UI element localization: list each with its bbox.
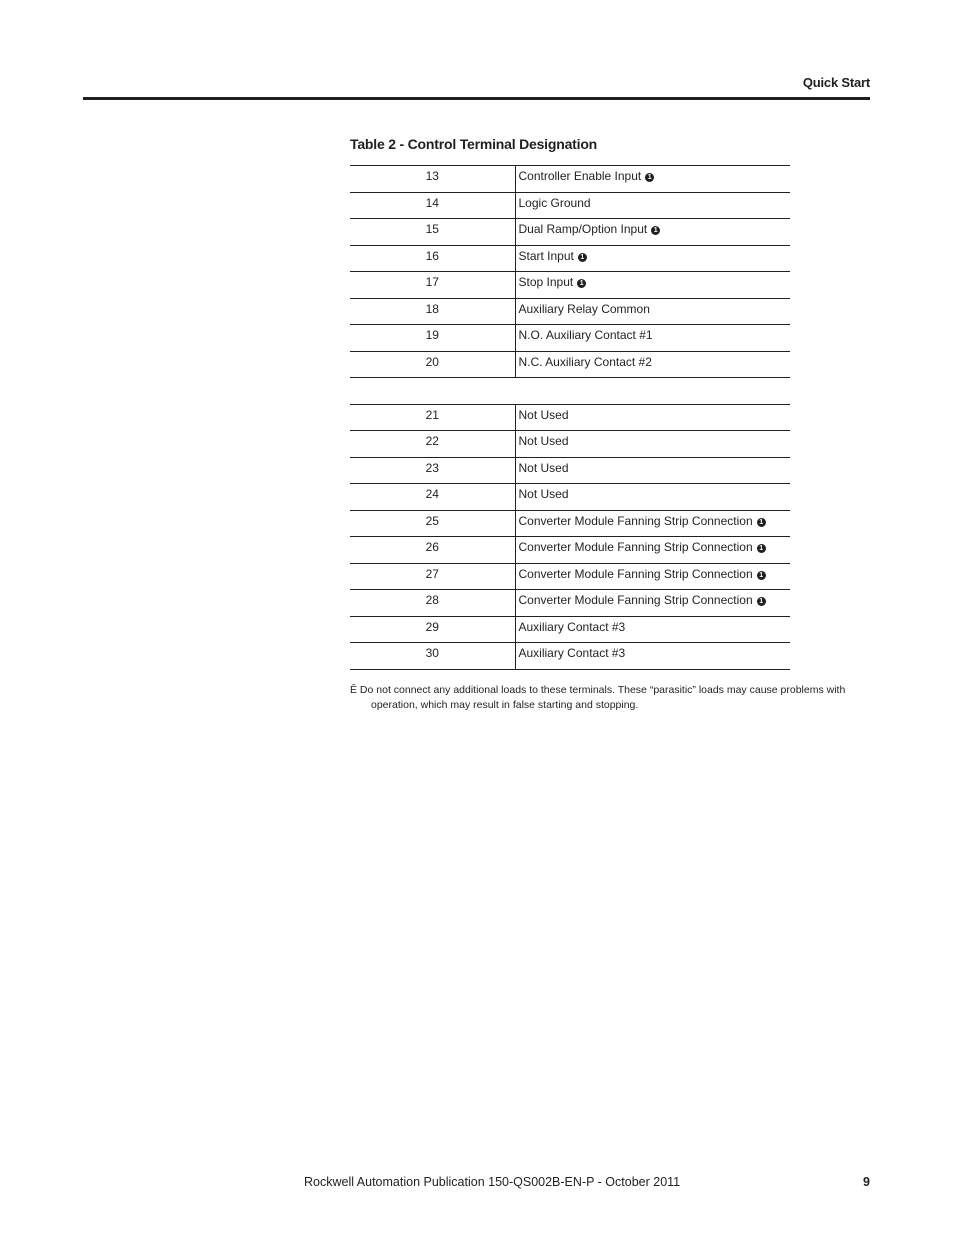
table-row [350,325,790,352]
terminal-description-cell [515,484,790,511]
table-row [350,457,790,484]
note-marker-icon: 1 [757,597,766,606]
terminal-description: Not Used [518,460,569,475]
footnote-line-2: operation, which may result in false starting and stopping. [371,699,639,711]
terminal-number: 28 [350,590,515,617]
table-caption: Table 2 - Control Terminal Designation [350,136,598,152]
terminal-description-cell [515,537,790,564]
terminal-description-cell [515,298,790,325]
control-terminal-table [350,165,790,670]
terminal-number: 23 [350,457,515,484]
note-marker-icon: 1 [757,571,766,580]
terminal-description-cell [515,166,790,193]
terminal-number: 17 [350,272,515,299]
terminal-number: 16 [350,245,515,272]
table-row [350,298,790,325]
table-row [350,643,790,670]
terminal-description-cell [515,192,790,219]
terminal-description-cell [515,351,790,378]
terminal-number: 14 [350,192,515,219]
page-number: 9 [863,1175,870,1189]
terminal-number: 20 [350,351,515,378]
terminal-number: 13 [350,166,515,193]
header-divider [83,97,870,100]
table-body [350,166,790,670]
terminal-description: Controller Enable Input [518,169,642,183]
terminal-description: Converter Module Fanning Strip Connection [518,513,753,528]
terminal-description-cell [515,616,790,643]
separator-cell [350,378,790,405]
terminal-description: Dual Ramp/Option Input [518,222,648,236]
section-label: Quick Start [802,75,870,90]
note-marker-icon: 1 [645,173,654,182]
terminal-description-cell [515,245,790,272]
table-row [350,484,790,511]
table-row [350,537,790,564]
terminal-description: Logic Ground [518,195,591,210]
table-row [350,219,790,246]
note-marker-icon: 1 [757,544,766,553]
terminal-number: 19 [350,325,515,352]
table-row [350,351,790,378]
publication-info: Rockwell Automation Publication 150-QS002B-EN-P - October 2011 [304,1175,681,1189]
terminal-description-cell [515,272,790,299]
table-row [350,192,790,219]
terminal-description: Converter Module Fanning Strip Connection [518,566,753,581]
terminal-number: 21 [350,404,515,431]
terminal-description-cell [515,643,790,670]
terminal-description: Auxiliary Relay Common [518,301,650,316]
terminal-number: 29 [350,616,515,643]
terminal-description-cell [515,510,790,537]
terminal-description-cell [515,219,790,246]
table-row [350,590,790,617]
terminal-description: N.O. Auxiliary Contact #1 [518,328,653,342]
terminal-number: 25 [350,510,515,537]
terminal-number: 26 [350,537,515,564]
table-row [350,510,790,537]
table-row [350,166,790,193]
footnote [350,683,850,713]
terminal-description-cell [515,457,790,484]
terminal-description-cell [515,431,790,458]
terminal-number: 24 [350,484,515,511]
terminal-description: Not Used [518,407,569,422]
note-marker-icon: 1 [757,518,766,527]
terminal-number: 15 [350,219,515,246]
table-row [350,245,790,272]
note-marker-icon: 1 [578,253,587,262]
terminal-number: 30 [350,643,515,670]
note-marker-icon: 1 [577,279,586,288]
terminal-description-cell [515,325,790,352]
terminal-description: Auxiliary Contact #3 [518,646,626,660]
terminal-description-cell [515,590,790,617]
note-marker-icon: 1 [651,226,660,235]
table-group-separator [350,378,790,405]
terminal-description: Stop Input [518,275,574,289]
table-row [350,431,790,458]
table-row [350,563,790,590]
terminal-number: 18 [350,298,515,325]
terminal-description: Not Used [518,434,569,448]
terminal-number: 27 [350,563,515,590]
terminal-description: Not Used [518,487,569,501]
terminal-description-cell [515,563,790,590]
terminal-number: 22 [350,431,515,458]
terminal-description: Converter Module Fanning Strip Connection [518,593,753,607]
table-row [350,272,790,299]
table-row [350,404,790,431]
terminal-description: Auxiliary Contact #3 [518,619,626,634]
footnote-line-1: Ê Do not connect any additional loads to these terminals. These “parasitic” loads may cause problems with [350,684,846,696]
terminal-description: N.C. Auxiliary Contact #2 [518,354,652,369]
terminal-description: Converter Module Fanning Strip Connection [518,540,753,554]
table-row [350,616,790,643]
terminal-description-cell [515,404,790,431]
terminal-description: Start Input [518,248,574,263]
